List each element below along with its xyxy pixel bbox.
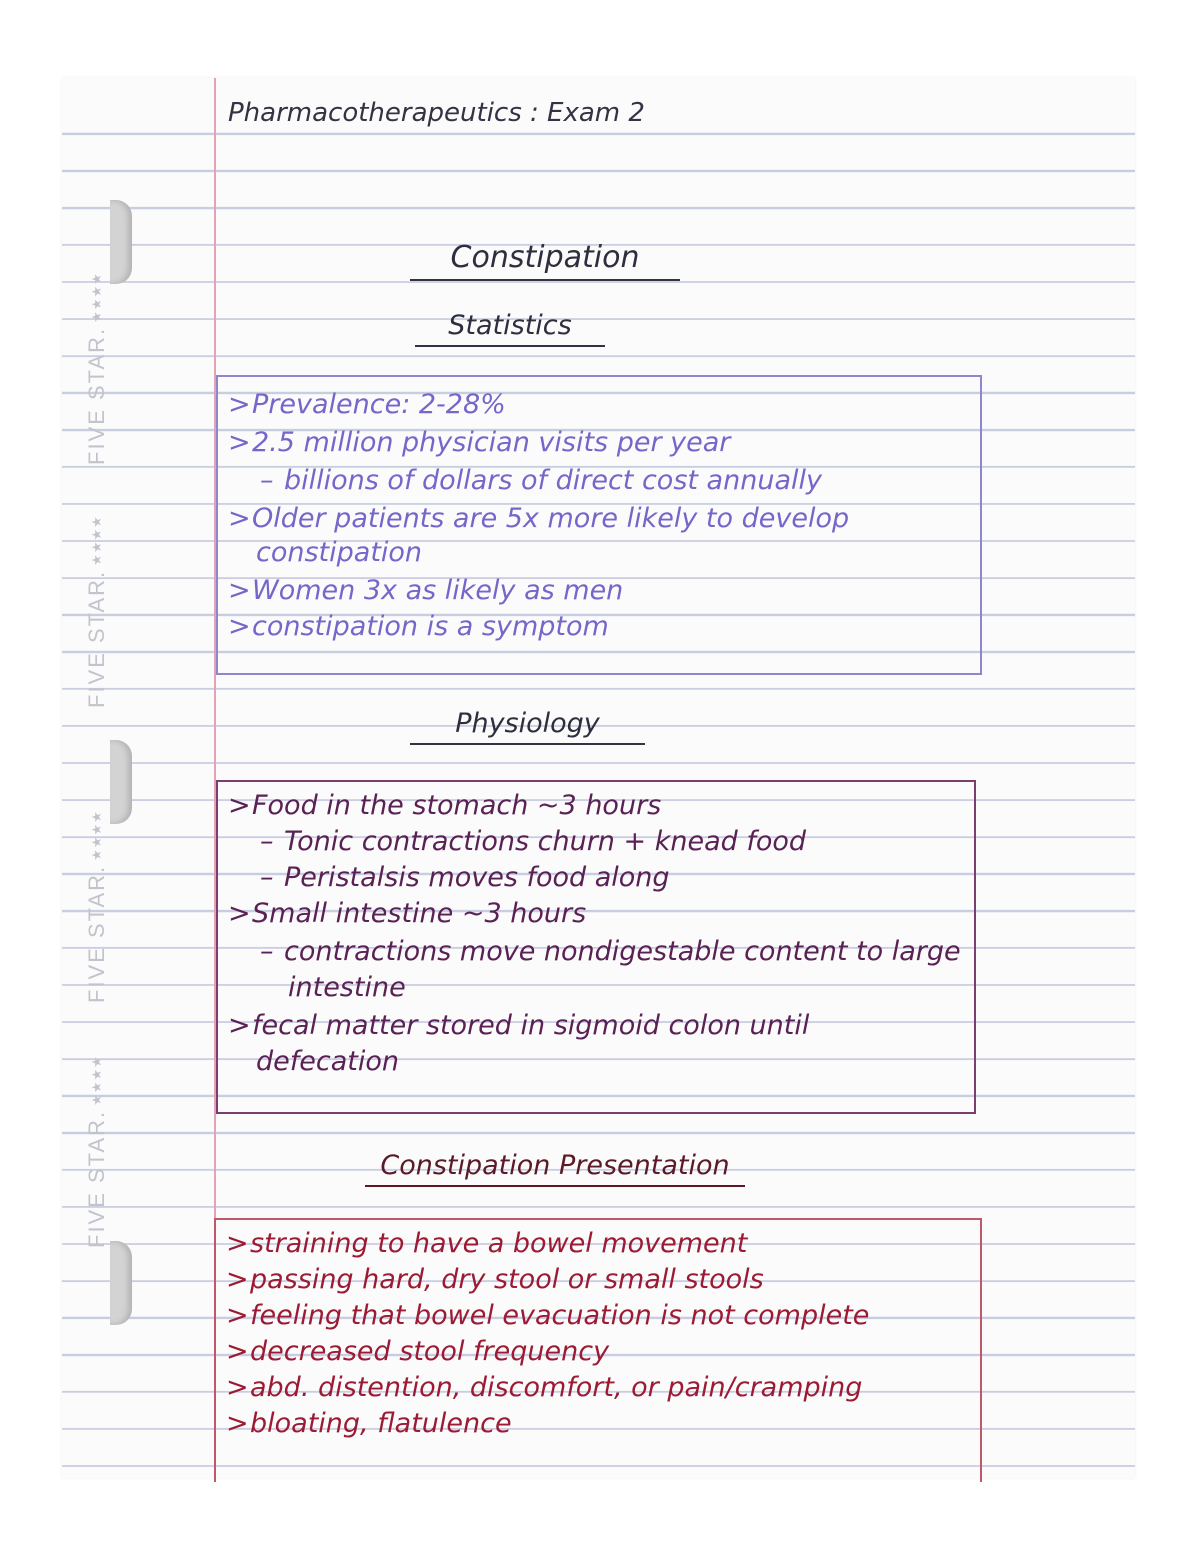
list-item: >Small intestine ~3 hours (228, 898, 587, 929)
list-item: >Women 3x as likely as men (228, 575, 624, 606)
list-item: >decreased stool frequency (226, 1336, 610, 1367)
presentation-heading: Constipation Presentation (365, 1150, 745, 1187)
main-heading: Constipation (410, 240, 680, 281)
list-subitem: – Tonic contractions churn + knead food (260, 826, 807, 857)
list-item: >Prevalence: 2-28% (228, 389, 506, 420)
brand-imprint (82, 515, 112, 708)
brand-text: FIVE STAR. (84, 569, 109, 708)
list-item: >2.5 million physician visits per year (228, 427, 731, 458)
binder-hole (110, 200, 132, 284)
list-item: >straining to have a bowel movement (226, 1228, 748, 1259)
brand-stars: ★★★★ (89, 272, 104, 323)
statistics-box (216, 375, 982, 675)
binder-hole (110, 1241, 132, 1325)
list-item: >constipation is a symptom (228, 611, 609, 642)
brand-stars: ★★★★ (89, 515, 104, 566)
list-item: >bloating, flatulence (226, 1408, 512, 1439)
list-item: >feeling that bowel evacuation is not complete (226, 1300, 870, 1331)
list-item: >Food in the stomach ~3 hours (228, 790, 662, 821)
binder-hole (110, 740, 132, 824)
list-subitem: – contractions move nondigestable content to large (260, 936, 961, 967)
brand-imprint (82, 810, 112, 1003)
brand-imprint (82, 272, 112, 465)
list-item-continuation: constipation (256, 537, 423, 568)
brand-imprint (82, 1055, 112, 1248)
list-subitem-continuation: intestine (288, 972, 406, 1003)
statistics-heading: Statistics (415, 310, 605, 347)
brand-stars: ★★★★ (89, 1055, 104, 1106)
presentation-box (214, 1218, 982, 1482)
list-item: >abd. distention, discomfort, or pain/cramping (226, 1372, 863, 1403)
brand-stars: ★★★★ (89, 810, 104, 861)
brand-text: FIVE STAR. (84, 1109, 109, 1248)
list-subitem: – Peristalsis moves food along (260, 862, 670, 893)
brand-text: FIVE STAR. (84, 326, 109, 465)
brand-text: FIVE STAR. (84, 864, 109, 1003)
list-item: >fecal matter stored in sigmoid colon until (228, 1010, 810, 1041)
physiology-box (216, 780, 976, 1114)
page-title: Pharmacotherapeutics : Exam 2 (228, 98, 645, 128)
list-subitem: – billions of dollars of direct cost annually (260, 465, 822, 496)
list-item-continuation: defecation (256, 1046, 399, 1077)
physiology-heading: Physiology (410, 708, 645, 745)
list-item: >Older patients are 5x more likely to develop (228, 503, 850, 534)
list-item: >passing hard, dry stool or small stools (226, 1264, 764, 1295)
